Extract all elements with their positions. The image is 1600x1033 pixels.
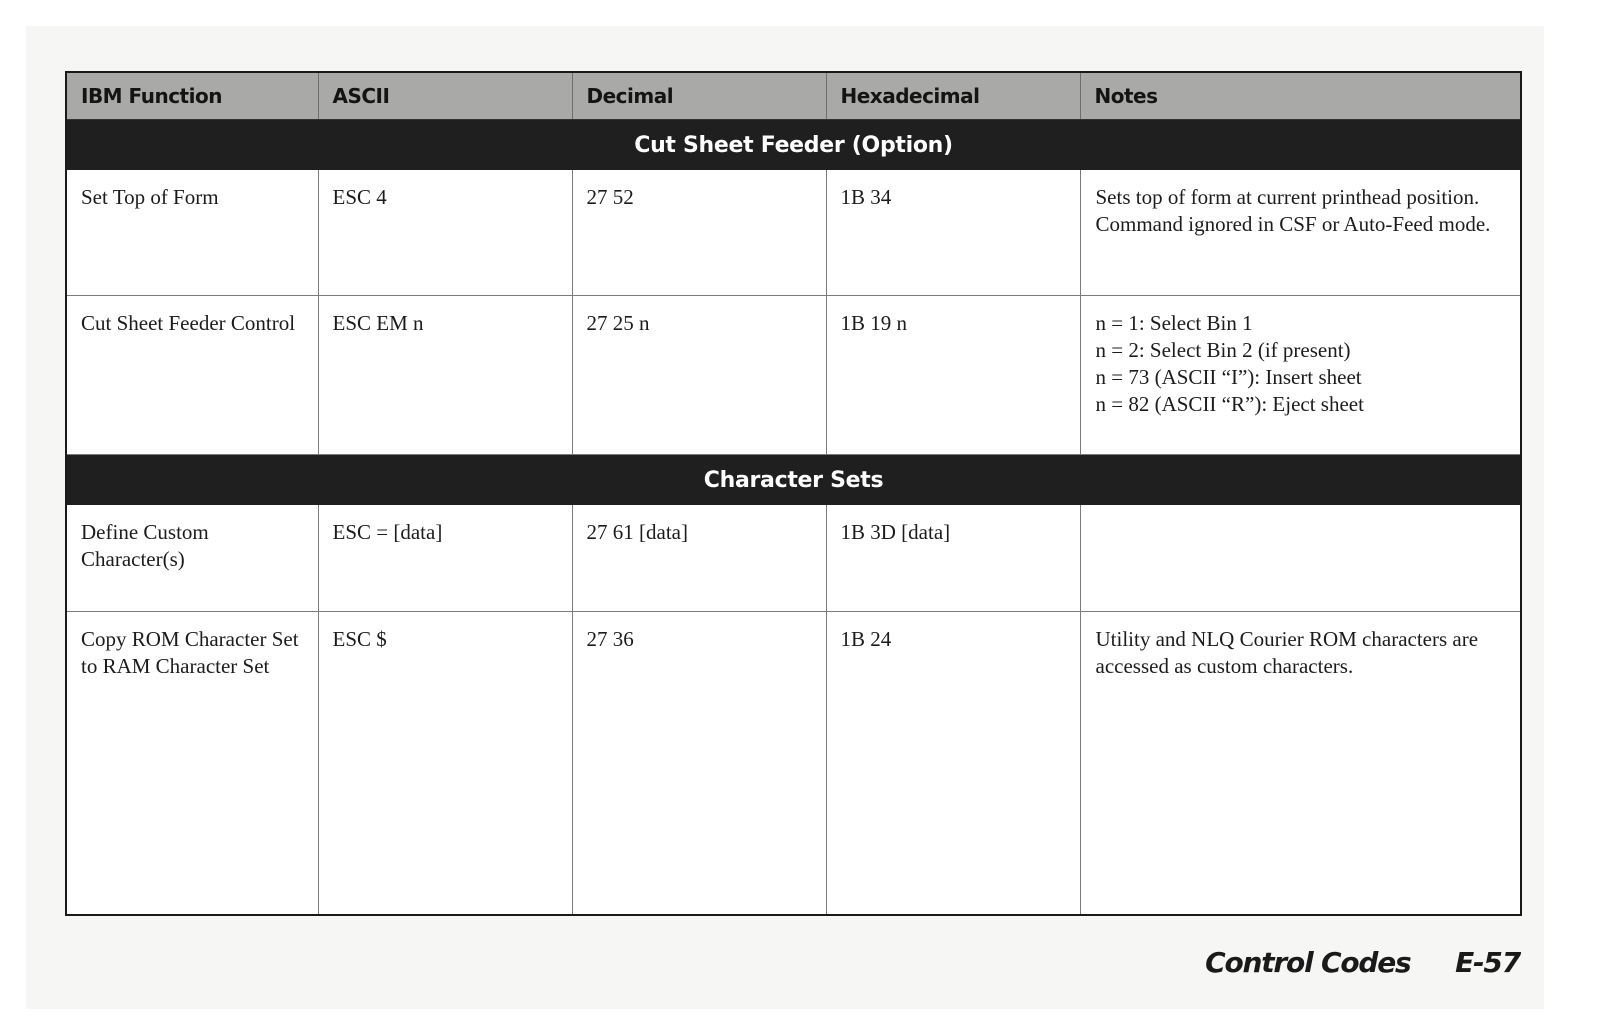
cell-decimal: 27 25 n: [572, 296, 826, 455]
note-line: n = 73 (ASCII “I”): Insert sheet: [1095, 365, 1362, 389]
cell-notes: [1080, 170, 1521, 296]
cell-ascii: ESC 4: [318, 170, 572, 296]
table-header: [66, 72, 1521, 120]
cell-hex: 1B 34: [826, 170, 1080, 296]
table-row: [66, 170, 1521, 296]
header-ibm-function: IBM Function: [66, 72, 318, 120]
cell-decimal: 27 52: [572, 170, 826, 296]
cell-notes: [1080, 505, 1521, 612]
page-footer: [1205, 946, 1520, 979]
cell-ascii: ESC EM n: [318, 296, 572, 455]
note-line: n = 2: Select Bin 2 (if present): [1095, 338, 1351, 362]
table-body: [66, 120, 1521, 916]
header-row: [66, 72, 1521, 120]
header-decimal: Decimal: [572, 72, 826, 120]
header-notes: Notes: [1080, 72, 1521, 120]
cell-function: Cut Sheet Feeder Control: [66, 296, 318, 455]
cell-ascii: ESC = [data]: [318, 505, 572, 612]
cell-ascii: ESC $: [318, 612, 572, 916]
cell-notes: [1080, 612, 1521, 916]
note-line: Sets top of form at current printhead position. Command ignored in CSF or Auto-Feed mode.: [1095, 185, 1491, 236]
cell-notes: [1080, 296, 1521, 455]
cell-decimal: 27 36: [572, 612, 826, 916]
note-line: Utility and NLQ Courier ROM characters are accessed as custom characters.: [1095, 627, 1479, 678]
note-line: n = 82 (ASCII “R”): Eject sheet: [1095, 392, 1364, 416]
cell-decimal: 27 61 [data]: [572, 505, 826, 612]
section-row: [66, 120, 1521, 171]
cell-function: Set Top of Form: [66, 170, 318, 296]
header-ascii: ASCII: [318, 72, 572, 120]
footer-page-number: E-57: [1455, 946, 1520, 979]
table-row: [66, 296, 1521, 455]
cell-hex: 1B 24: [826, 612, 1080, 916]
footer-section-title: Control Codes: [1205, 946, 1411, 979]
table-row: [66, 612, 1521, 916]
cell-function: Define Custom Character(s): [66, 505, 318, 612]
section-title: Cut Sheet Feeder (Option): [66, 120, 1521, 171]
table-row: [66, 505, 1521, 612]
control-codes-table: [65, 71, 1522, 916]
note-line: n = 1: Select Bin 1: [1095, 311, 1253, 335]
header-hexadecimal: Hexadecimal: [826, 72, 1080, 120]
cell-hex: 1B 19 n: [826, 296, 1080, 455]
section-title: Character Sets: [66, 455, 1521, 506]
cell-function: Copy ROM Character Set to RAM Character Set: [66, 612, 318, 916]
cell-hex: 1B 3D [data]: [826, 505, 1080, 612]
section-row: [66, 455, 1521, 506]
